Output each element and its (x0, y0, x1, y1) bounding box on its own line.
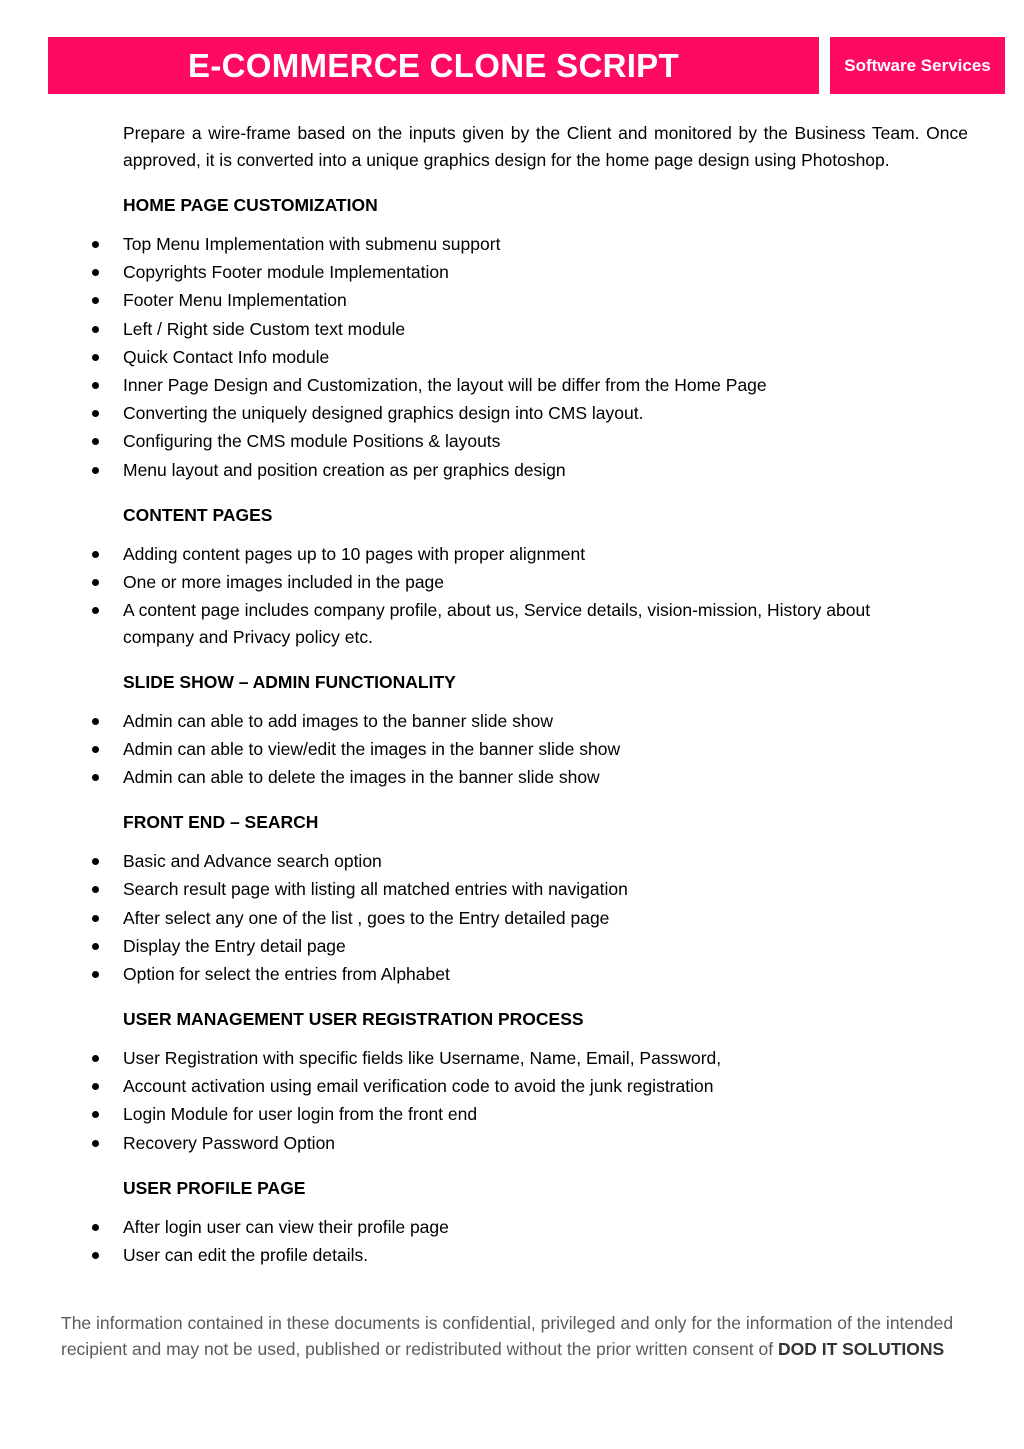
list-item (0, 1214, 1024, 1241)
list-item-text: Footer Menu Implementation (123, 290, 347, 311)
bullet-icon (92, 1140, 99, 1147)
intro-paragraph: Prepare a wire-frame based on the inputs given by the Client and monitored by the Business Team. Once approved, it is converted into a unique graphics design for the home page design using Photoshop. (123, 123, 968, 170)
section-heading: SLIDE SHOW – ADMIN FUNCTIONALITY (123, 671, 456, 692)
list-item (0, 933, 1024, 960)
bullet-icon (92, 410, 99, 417)
bullet-icon (92, 326, 99, 333)
list-item (0, 259, 1024, 286)
bullet-icon (92, 551, 99, 558)
list-item (0, 400, 1024, 427)
list-item-text: Display the Entry detail page (123, 935, 346, 956)
bullet-icon (92, 438, 99, 445)
bullet-list (0, 1045, 1024, 1157)
bullet-list (0, 848, 1024, 988)
bullet-icon (92, 886, 99, 893)
list-item-text: Inner Page Design and Customization, the layout will be differ from the Home Page (123, 374, 767, 395)
list-item-text: Copyrights Footer module Implementation (123, 262, 449, 283)
header-badge (830, 37, 1005, 94)
list-item (0, 848, 1024, 875)
bullet-list (0, 541, 1024, 651)
list-item-text: Configuring the CMS module Positions & layouts (123, 431, 501, 452)
list-item-text: A content page includes company profile, about us, Service details, vision-mission, History about company and Privacy policy etc. (123, 599, 871, 647)
page-title: E-COMMERCE CLONE SCRIPT (188, 46, 679, 84)
list-item (0, 961, 1024, 988)
list-item (0, 876, 1024, 903)
list-item (0, 344, 1024, 371)
section-heading: HOME PAGE CUSTOMIZATION (123, 195, 378, 215)
list-item (0, 541, 1024, 568)
list-item-text: Admin can able to view/edit the images in the banner slide show (123, 739, 621, 760)
list-item (0, 736, 1024, 763)
bullet-icon (92, 297, 99, 304)
bullet-icon (92, 858, 99, 865)
bullet-icon (92, 1111, 99, 1118)
section-heading: CONTENT PAGES (123, 504, 273, 525)
bullet-icon (92, 971, 99, 978)
header-bar (48, 37, 819, 94)
bullet-icon (92, 579, 99, 586)
document-body (0, 120, 1024, 1270)
bullet-icon (92, 1055, 99, 1062)
bullet-list (0, 1214, 1024, 1269)
bullet-icon (92, 467, 99, 474)
section-heading: FRONT END – SEARCH (123, 812, 319, 833)
bullet-icon (92, 774, 99, 781)
list-item (0, 316, 1024, 343)
bullet-icon (92, 718, 99, 725)
section-heading: USER PROFILE PAGE (123, 1177, 306, 1198)
list-item (0, 569, 1024, 596)
list-item-text: Recovery Password Option (123, 1132, 336, 1153)
list-item-text: Quick Contact Info module (123, 346, 330, 367)
list-item-text: One or more images included in the page (123, 571, 445, 592)
list-item-text: Admin can able to add images to the banner slide show (123, 710, 553, 731)
bullet-icon (92, 382, 99, 389)
list-item (0, 428, 1024, 455)
header-badge-label: Software Services (844, 55, 991, 75)
bullet-icon (92, 915, 99, 922)
list-item-text: User can edit the profile details. (123, 1244, 369, 1265)
list-item (0, 1045, 1024, 1072)
list-item-text: Account activation using email verification code to avoid the junk registration (123, 1076, 714, 1097)
list-item (0, 708, 1024, 735)
bullet-icon (92, 1252, 99, 1259)
bullet-icon (92, 746, 99, 753)
bullet-list (0, 231, 1024, 484)
list-item-text: Left / Right side Custom text module (123, 318, 406, 339)
list-item-text: Option for select the entries from Alphabet (123, 964, 450, 984)
list-item (0, 1073, 1024, 1100)
list-item-text: Converting the uniquely designed graphics design into CMS layout. (123, 403, 644, 424)
confidentiality-notice (61, 1311, 961, 1362)
list-item (0, 457, 1024, 484)
list-item (0, 287, 1024, 314)
bullet-icon (92, 1083, 99, 1090)
list-item-text: Menu layout and position creation as per graphics design (123, 459, 566, 480)
list-item-text: Adding content pages up to 10 pages with proper alignment (123, 543, 586, 564)
list-item-text: After select any one of the list , goes to the Entry detailed page (123, 907, 610, 928)
list-item-text: User Registration with specific fields like Username, Name, Email, Password, (123, 1048, 722, 1068)
list-item (0, 1101, 1024, 1128)
confidentiality-text: The information contained in these documents is confidential, privileged and only for the information of the intended recipient and may not be used, published or redistributed without the prior written consent of (61, 1313, 954, 1359)
list-item (0, 372, 1024, 399)
list-item (0, 597, 1024, 651)
bullet-icon (92, 943, 99, 950)
list-item-text: After login user can view their profile page (123, 1216, 449, 1237)
list-item (0, 1130, 1024, 1157)
list-item (0, 1242, 1024, 1269)
bullet-icon (92, 354, 99, 361)
list-item (0, 905, 1024, 932)
company-name: DOD IT SOLUTIONS (777, 1338, 945, 1359)
bullet-list (0, 708, 1024, 791)
bullet-icon (92, 607, 99, 614)
list-item-text: Top Menu Implementation with submenu support (123, 234, 501, 254)
list-item-text: Login Module for user login from the front end (123, 1104, 478, 1125)
list-item (0, 764, 1024, 791)
bullet-icon (92, 269, 99, 276)
list-item-text: Search result page with listing all matched entries with navigation (123, 879, 628, 900)
list-item-text: Admin can able to delete the images in the banner slide show (123, 767, 600, 788)
sections-container (0, 192, 1024, 1269)
section-heading: USER MANAGEMENT USER REGISTRATION PROCESS (123, 1009, 584, 1029)
bullet-icon (92, 1224, 99, 1231)
list-item (0, 231, 1024, 258)
list-item-text: Basic and Advance search option (123, 851, 382, 872)
bullet-icon (92, 241, 99, 248)
